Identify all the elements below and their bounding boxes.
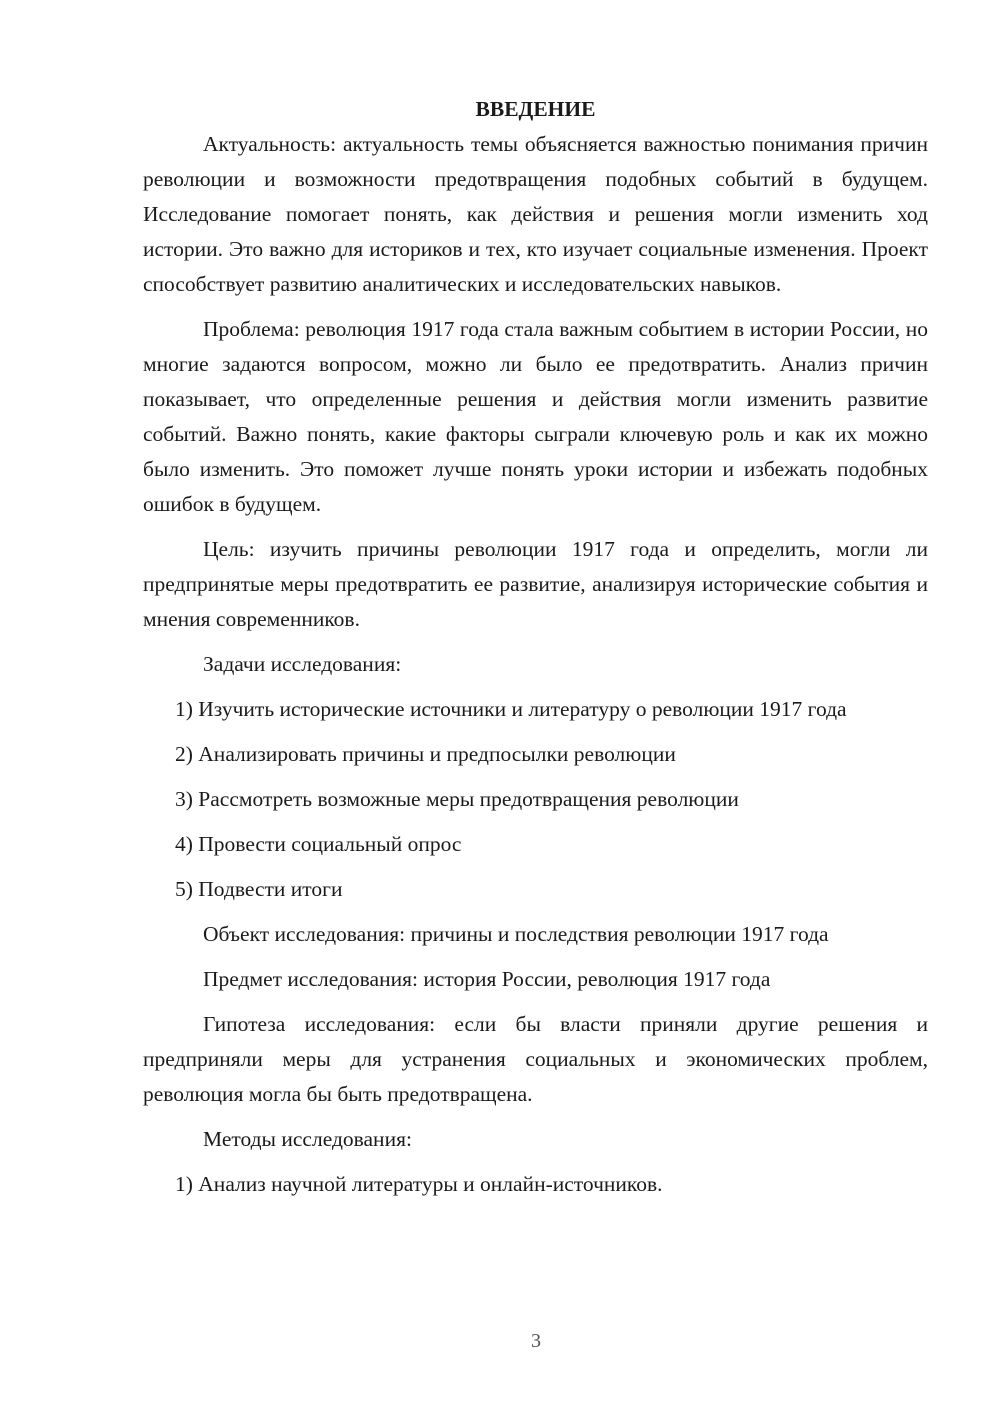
page-number: 3	[531, 1330, 541, 1352]
task-item: 4) Провести социальный опрос	[175, 832, 462, 856]
methods-heading: Методы исследования:	[203, 1127, 412, 1151]
page-title: ВВЕДЕНИЕ	[475, 97, 596, 121]
task-item: 3) Рассмотреть возможные меры предотвращения революции	[175, 787, 739, 811]
task-item: 5) Подвести итоги	[175, 877, 343, 901]
task-item: 2) Анализировать причины и предпосылки революции	[175, 742, 676, 766]
research-subject: Предмет исследования: история России, революция 1917 года	[203, 967, 771, 991]
goal-paragraph: Цель: изучить причины революции 1917 года и определить, могли ли предпринятые меры предотвратить ее развитие, анализируя исторические события и мнения современников.	[143, 537, 928, 631]
relevance-paragraph: Актуальность: актуальность темы объясняется важностью понимания причин революции и возможности предотвращения подобных событий в будущем. Исследование помогает понять, как действия и решения могли изменить ход истории. Это важно для историков и тех, кто изучает социальные изменения. Проект способствует развитию аналитических и исследовательских навыков.	[143, 132, 928, 296]
document-page	[143, 92, 928, 1202]
task-item: 1) Изучить исторические источники и литературу о революции 1917 года	[175, 697, 847, 721]
research-object: Объект исследования: причины и последствия революции 1917 года	[203, 922, 829, 946]
problem-paragraph: Проблема: революция 1917 года стала важным событием в истории России, но многие задаются вопросом, можно ли было ее предотвратить. Анализ причин показывает, что определенные решения и действия могли изменить развитие событий. Важно понять, какие факторы сыграли ключевую роль и как их можно было изменить. Это поможет лучше понять уроки истории и избежать подобных ошибок в будущем.	[143, 317, 928, 516]
tasks-heading: Задачи исследования:	[203, 652, 402, 676]
hypothesis-paragraph: Гипотеза исследования: если бы власти приняли другие решения и предприняли меры для устранения социальных и экономических проблем, революция могла бы быть предотвращена.	[143, 1012, 928, 1106]
method-item: 1) Анализ научной литературы и онлайн-источников.	[175, 1172, 663, 1196]
